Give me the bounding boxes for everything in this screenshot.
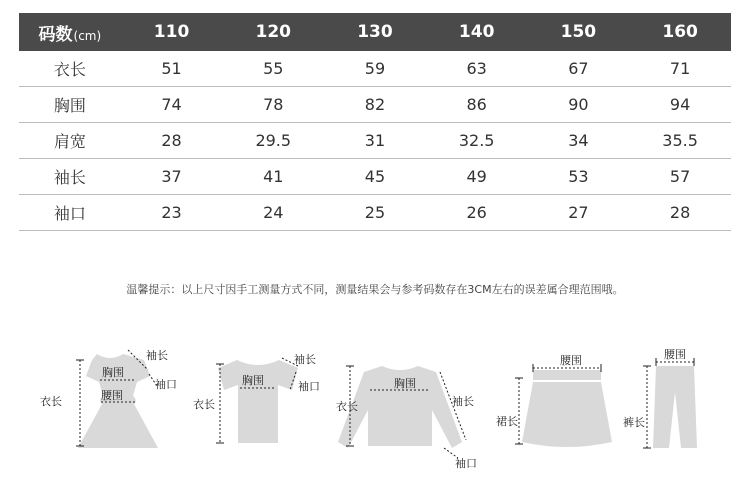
table-cell: 32.5 <box>426 123 528 159</box>
table-cell: 45 <box>324 159 426 195</box>
table-cell: 31 <box>324 123 426 159</box>
dress-chest-label: 胸围 <box>102 366 124 379</box>
table-cell: 59 <box>324 51 426 87</box>
dress-waist-label: 腰围 <box>101 389 123 402</box>
table-row <box>19 51 731 87</box>
table-row <box>19 159 731 195</box>
sweater-cuff-label: 袖口 <box>455 457 477 470</box>
table-header-row <box>19 13 731 51</box>
tshirt-sleeve-length-label: 袖长 <box>294 353 316 366</box>
row-label: 袖长 <box>19 159 121 195</box>
skirt-waist-label: 腰围 <box>560 354 582 367</box>
table-cell: 67 <box>528 51 630 87</box>
table-cell: 28 <box>121 123 223 159</box>
table-cell: 86 <box>426 87 528 123</box>
row-label: 袖口 <box>19 195 121 231</box>
table-cell: 23 <box>121 195 223 231</box>
sweater-length-label: 衣长 <box>336 400 358 413</box>
row-label: 肩宽 <box>19 123 121 159</box>
header-size: 120 <box>222 13 324 51</box>
garment-diagrams <box>0 330 750 501</box>
dress-length-label: 衣长 <box>40 395 62 408</box>
table-cell: 28 <box>629 195 731 231</box>
table-cell: 55 <box>222 51 324 87</box>
header-size: 160 <box>629 13 731 51</box>
dress-sleeve-length-label: 袖长 <box>146 349 168 362</box>
tshirt-length-label: 衣长 <box>193 398 215 411</box>
header-size: 130 <box>324 13 426 51</box>
row-label: 衣长 <box>19 51 121 87</box>
table-cell: 37 <box>121 159 223 195</box>
table-row <box>19 123 731 159</box>
dress-cuff-label: 袖口 <box>155 378 177 391</box>
table-cell: 26 <box>426 195 528 231</box>
tshirt-shape <box>218 360 298 443</box>
header-size: 140 <box>426 13 528 51</box>
table-cell: 29.5 <box>222 123 324 159</box>
header-size: 150 <box>528 13 630 51</box>
dress-diagram <box>40 348 177 448</box>
pants-length-label: 裤长 <box>623 416 645 429</box>
table-cell: 71 <box>629 51 731 87</box>
size-table <box>19 13 731 231</box>
table-cell: 82 <box>324 87 426 123</box>
measurement-tip: 温馨提示：以上尺寸因手工测量方式不同，测量结果会与参考码数存在3CM左右的误差属合理范围哦。 <box>126 283 624 296</box>
garment-diagrams-svg <box>0 330 750 501</box>
table-cell: 94 <box>629 87 731 123</box>
table-cell: 24 <box>222 195 324 231</box>
table-cell: 74 <box>121 87 223 123</box>
header-unit: (cm) <box>73 28 102 43</box>
table-cell: 25 <box>324 195 426 231</box>
sweater-diagram <box>336 366 477 470</box>
table-cell: 27 <box>528 195 630 231</box>
table-cell: 41 <box>222 159 324 195</box>
table-row <box>19 87 731 123</box>
header-size: 110 <box>121 13 223 51</box>
pants-waist-label: 腰围 <box>664 348 686 361</box>
tshirt-chest-label: 胸围 <box>242 374 264 387</box>
tshirt-diagram <box>193 352 320 443</box>
skirt-waistband <box>533 370 601 380</box>
skirt-length-label: 裙长 <box>496 415 518 428</box>
table-cell: 90 <box>528 87 630 123</box>
pants-diagram <box>623 348 697 448</box>
pants-shape <box>653 366 697 448</box>
table-cell: 63 <box>426 51 528 87</box>
skirt-shape <box>522 382 612 447</box>
tshirt-cuff-label: 袖口 <box>298 380 320 393</box>
table-cell: 57 <box>629 159 731 195</box>
header-size-label: 码数(cm) <box>19 13 121 51</box>
sweater-chest-label: 胸围 <box>394 377 416 390</box>
table-cell: 51 <box>121 51 223 87</box>
table-row <box>19 195 731 231</box>
table-cell: 53 <box>528 159 630 195</box>
table-cell: 34 <box>528 123 630 159</box>
skirt-diagram <box>496 354 612 447</box>
table-cell: 49 <box>426 159 528 195</box>
table-cell: 78 <box>222 87 324 123</box>
row-label: 胸围 <box>19 87 121 123</box>
table-cell: 35.5 <box>629 123 731 159</box>
sweater-sleeve-length-label: 袖长 <box>452 395 474 408</box>
